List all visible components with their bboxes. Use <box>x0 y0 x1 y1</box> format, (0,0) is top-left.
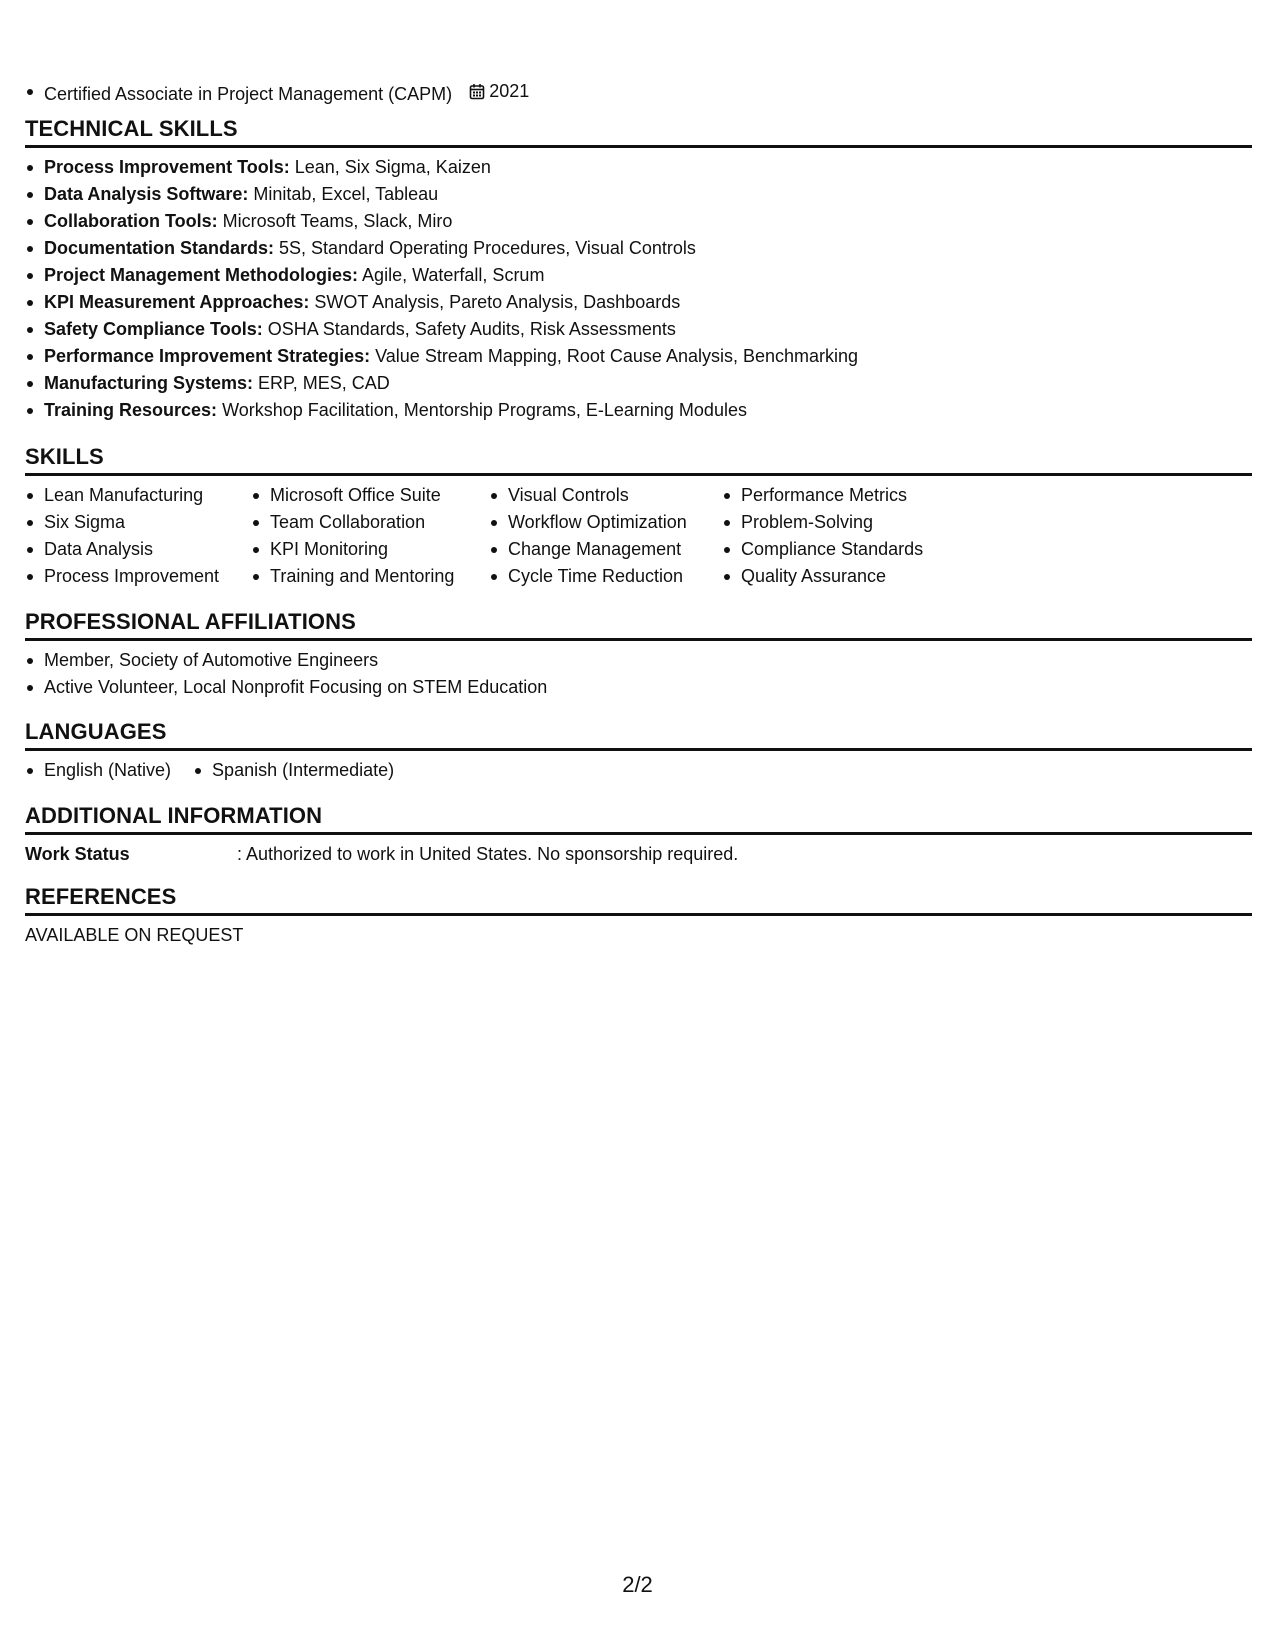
list-item: KPI Monitoring <box>251 536 471 563</box>
list-item <box>25 235 1252 262</box>
section-title-technical-skills: TECHNICAL SKILLS <box>25 116 238 141</box>
skill-category-value: Value Stream Mapping, Root Cause Analysis, Benchmarking <box>370 346 859 366</box>
certification-item <box>25 78 529 108</box>
info-label: Work Status <box>25 844 130 864</box>
certification-name: Certified Associate in Project Management (CAPM) <box>44 84 453 104</box>
calendar-icon <box>469 83 485 100</box>
skill-category-value: Lean, Six Sigma, Kaizen <box>289 157 491 177</box>
skill-category-label: Training Resources: <box>44 400 218 420</box>
page-number: 2/2 <box>622 1572 653 1597</box>
list-item: Workflow Optimization <box>489 509 704 536</box>
skill-category-label: Project Management Methodologies: <box>44 265 359 285</box>
skill-category-value: OSHA Standards, Safety Audits, Risk Assessments <box>262 319 676 339</box>
section-divider <box>25 473 1252 476</box>
section-title-additional-info: ADDITIONAL INFORMATION <box>25 803 323 828</box>
technical-skills-list <box>25 154 1252 424</box>
section-divider <box>25 145 1252 148</box>
list-item: Active Volunteer, Local Nonprofit Focusing on STEM Education <box>25 674 1252 701</box>
section-title-references: REFERENCES <box>25 884 177 909</box>
list-item: Quality Assurance <box>722 563 952 590</box>
skill-category-value: Workshop Facilitation, Mentorship Programs, E-Learning Modules <box>217 400 747 420</box>
skill-category-value: Agile, Waterfall, Scrum <box>358 265 545 285</box>
section-title-languages: LANGUAGES <box>25 719 167 744</box>
list-item: Spanish (Intermediate) <box>193 757 394 784</box>
list-item: Process Improvement <box>25 563 233 590</box>
list-item: English (Native) <box>25 757 171 784</box>
skills-column <box>489 482 704 590</box>
list-item: Six Sigma <box>25 509 233 536</box>
skills-column <box>25 482 233 590</box>
certification-list <box>25 78 529 108</box>
skill-category-label: Performance Improvement Strategies: <box>44 346 371 366</box>
list-item: Data Analysis <box>25 536 233 563</box>
list-item: Member, Society of Automotive Engineers <box>25 647 1252 674</box>
list-item: Cycle Time Reduction <box>489 563 704 590</box>
additional-info-section <box>25 803 1252 868</box>
list-item <box>25 181 1252 208</box>
list-item <box>25 262 1252 289</box>
skill-category-label: Safety Compliance Tools: <box>44 319 263 339</box>
section-divider <box>25 913 1252 916</box>
references-text: AVAILABLE ON REQUEST <box>25 925 244 945</box>
section-divider <box>25 638 1252 641</box>
list-item <box>25 154 1252 181</box>
section-title-affiliations: PROFESSIONAL AFFILIATIONS <box>25 609 356 634</box>
list-item: Visual Controls <box>489 482 704 509</box>
languages-section <box>25 719 1252 784</box>
skill-category-label: KPI Measurement Approaches: <box>44 292 310 312</box>
skill-category-value: Microsoft Teams, Slack, Miro <box>217 211 453 231</box>
list-item: Training and Mentoring <box>251 563 471 590</box>
section-title-skills: SKILLS <box>25 444 104 469</box>
affiliations-list <box>25 647 1252 701</box>
languages-list <box>25 757 1252 784</box>
skills-grid <box>25 482 1252 590</box>
skill-category-label: Documentation Standards: <box>44 238 275 258</box>
list-item: Microsoft Office Suite <box>251 482 471 509</box>
skill-category-value: Minitab, Excel, Tableau <box>248 184 439 204</box>
technical-skills-section <box>25 116 1252 424</box>
section-divider <box>25 832 1252 835</box>
list-item: Lean Manufacturing <box>25 482 233 509</box>
list-item: Team Collaboration <box>251 509 471 536</box>
list-item: Compliance Standards <box>722 536 952 563</box>
skill-category-value: 5S, Standard Operating Procedures, Visual Controls <box>274 238 696 258</box>
skill-category-label: Manufacturing Systems: <box>44 373 254 393</box>
list-item <box>25 397 1252 424</box>
list-item <box>25 316 1252 343</box>
list-item <box>25 208 1252 235</box>
skill-category-value: ERP, MES, CAD <box>253 373 390 393</box>
list-item: Change Management <box>489 536 704 563</box>
section-divider <box>25 748 1252 751</box>
skills-column <box>722 482 952 590</box>
certification-date <box>469 78 529 105</box>
skill-category-label: Process Improvement Tools: <box>44 157 290 177</box>
list-item: Problem-Solving <box>722 509 952 536</box>
affiliations-section <box>25 609 1252 701</box>
skill-category-label: Data Analysis Software: <box>44 184 249 204</box>
list-item <box>25 343 1252 370</box>
skills-section <box>25 444 1252 590</box>
list-item: Performance Metrics <box>722 482 952 509</box>
list-item <box>25 370 1252 397</box>
skill-category-label: Collaboration Tools: <box>44 211 218 231</box>
certification-year: 2021 <box>489 81 530 101</box>
info-value: : Authorized to work in United States. No sponsorship required. <box>237 844 739 864</box>
references-section <box>25 884 1252 949</box>
info-row-work-status <box>25 841 1252 868</box>
list-item <box>25 289 1252 316</box>
skill-category-value: SWOT Analysis, Pareto Analysis, Dashboards <box>309 292 681 312</box>
skills-column <box>251 482 471 590</box>
